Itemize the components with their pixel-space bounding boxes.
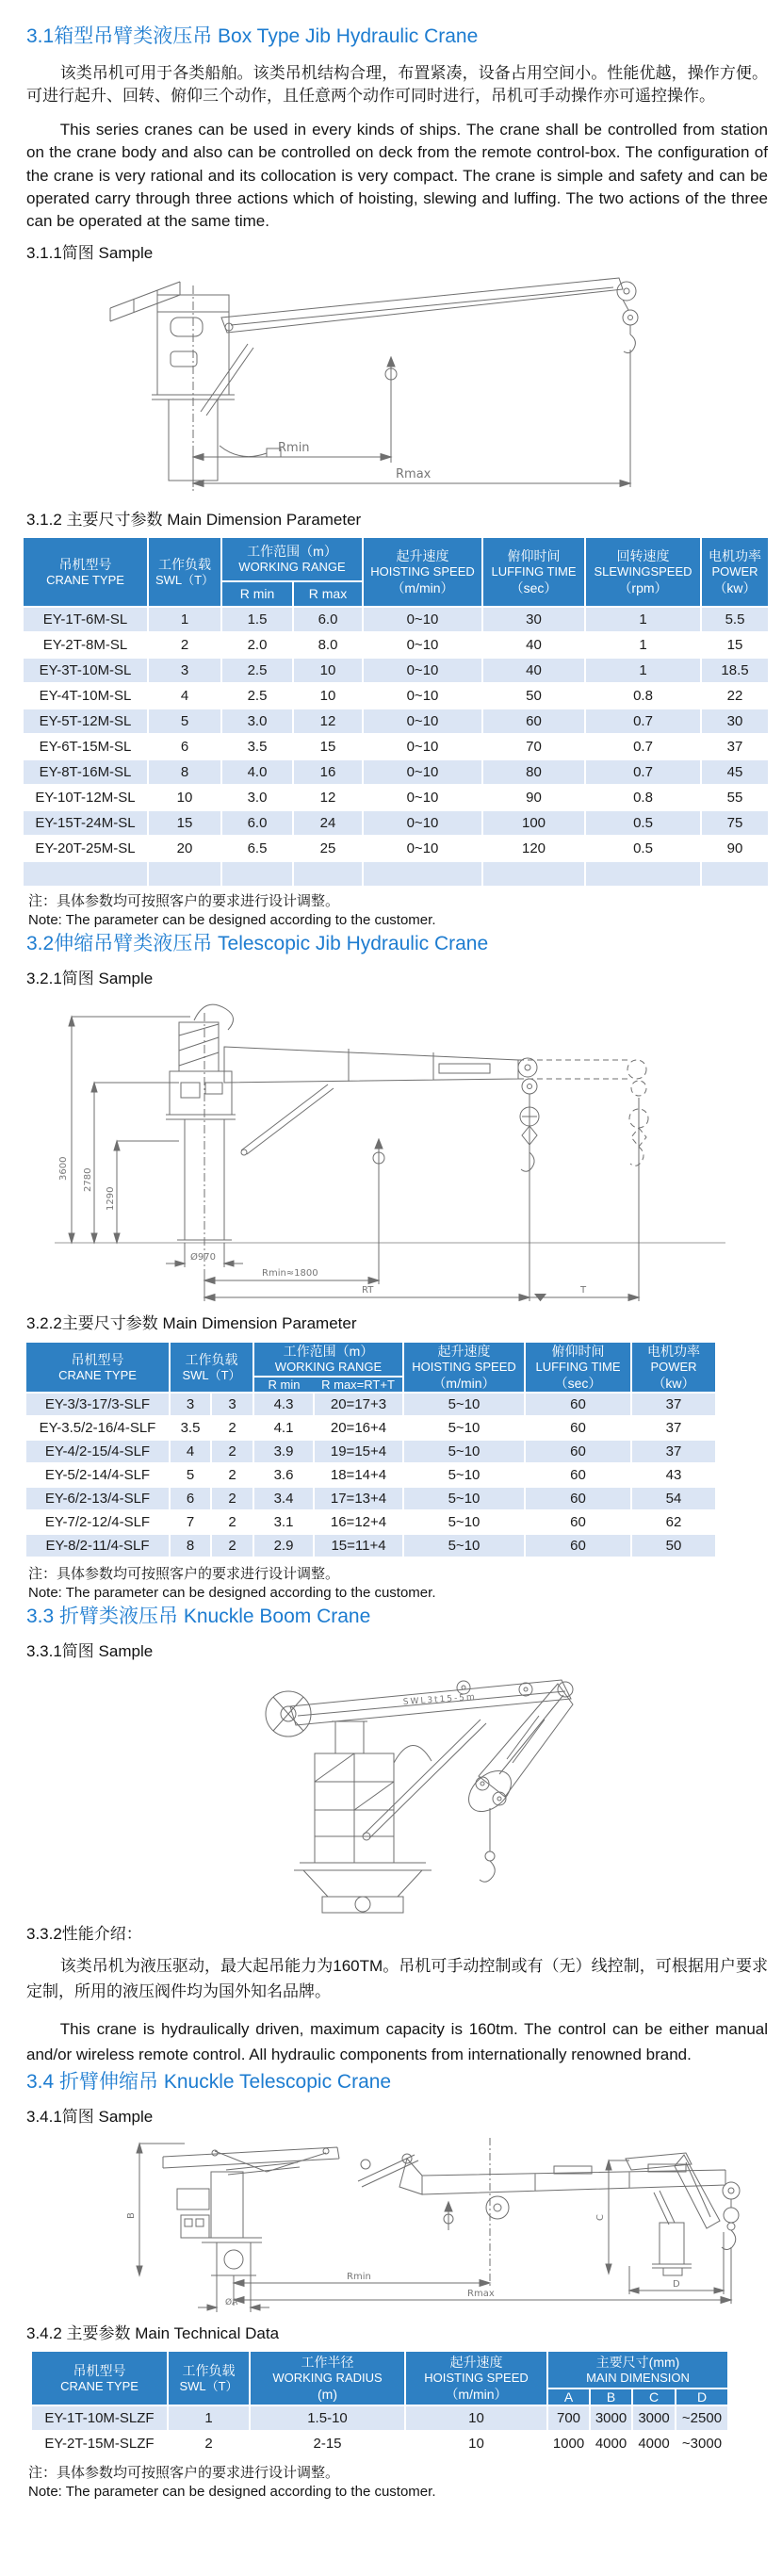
table-cell: 0~10 — [363, 683, 482, 709]
column-header-working-range: 工作范围（m） WORKING RANGE — [221, 537, 363, 581]
table-cell: 1 — [585, 607, 701, 632]
dim-label-rmin: Rmin — [278, 440, 310, 455]
table-cell — [363, 861, 482, 887]
table-cell: 3.0 — [221, 785, 293, 810]
table-cell: 60 — [525, 1487, 631, 1510]
table-cell: 2.9 — [253, 1534, 314, 1557]
section-title-3-1: 3.1箱型吊臂类液压吊 Box Type Jib Hydraulic Crane — [26, 25, 479, 47]
table-cell: 3.9 — [253, 1440, 314, 1463]
table-cell: 0.8 — [585, 785, 701, 810]
table-cell: EY-2T-15M-SLZF — [31, 2431, 168, 2456]
column-header-rmax: R max — [293, 581, 363, 607]
table-cell: 16=12+4 — [314, 1510, 403, 1534]
table-cell: 4 — [170, 1440, 211, 1463]
table-row — [25, 1416, 716, 1440]
table-cell: EY-15T-24M-SL — [23, 810, 148, 836]
table-cell: 2.0 — [221, 632, 293, 658]
table-cell: 5~10 — [403, 1416, 525, 1440]
table-cell: 15 — [293, 734, 363, 759]
note-zh: 注：具体参数均可按照客户的要求进行设计调整。 — [28, 2465, 340, 2481]
table-cell: 8 — [148, 759, 221, 785]
table-cell — [585, 861, 701, 887]
main-dimension-table-3-1 — [22, 536, 770, 888]
table-cell: 54 — [631, 1487, 716, 1510]
table-cell: 3 — [148, 658, 221, 683]
table-cell: 0~10 — [363, 759, 482, 785]
table-cell: EY-5T-12M-SL — [23, 709, 148, 734]
table-cell: 37 — [631, 1416, 716, 1440]
table-cell: 2 — [211, 1487, 253, 1510]
table-cell — [293, 861, 363, 887]
table-cell: 2 — [211, 1534, 253, 1557]
table-cell: 0~10 — [363, 658, 482, 683]
crane-diagram-knuckle-boom — [104, 1667, 612, 1914]
section-title-3-2: 3.2伸缩吊臂类液压吊 Telescopic Jib Hydraulic Crane — [26, 932, 489, 954]
table-row — [25, 1534, 716, 1557]
table-cell: 12 — [293, 785, 363, 810]
column-header-luffing-time: 俯仰时间 LUFFING TIME （sec） — [482, 537, 585, 607]
table-cell: 2 — [148, 632, 221, 658]
table-cell: 60 — [525, 1510, 631, 1534]
paragraph-zh-3-3: 该类吊机为液压驱动，最大起吊能力为160TM。吊机可手动控制或有（无）线控制，可根据用户要求定制，所用的液压阀件均为国外知名品牌。 — [26, 1956, 768, 2001]
table-cell: 0.5 — [585, 810, 701, 836]
table-cell: 37 — [631, 1393, 716, 1416]
table-cell: 10 — [405, 2431, 547, 2456]
table-cell: 62 — [631, 1510, 716, 1534]
table-cell: 20 — [148, 836, 221, 861]
table-cell: 10 — [293, 658, 363, 683]
column-header-working-range: 工作范围（m） WORKING RANGE — [253, 1342, 403, 1377]
column-header-hoisting-speed: 起升速度 HOISTING SPEED （m/min） — [363, 537, 482, 607]
table-cell: EY-2T-8M-SL — [23, 632, 148, 658]
column-header-power: 电机功率 POWER （kw） — [701, 537, 769, 607]
table-cell: 0.8 — [585, 683, 701, 709]
table-cell: EY-1T-6M-SL — [23, 607, 148, 632]
table-cell — [482, 861, 585, 887]
table-cell: 60 — [525, 1534, 631, 1557]
column-header-swl: 工作负载 SWL（T） — [148, 537, 221, 607]
table-cell — [148, 861, 221, 887]
table-cell: 700 — [547, 2405, 590, 2431]
table-cell: 4 — [148, 683, 221, 709]
dim-label-b: B — [126, 2212, 137, 2219]
table-row — [31, 2405, 728, 2431]
dim-label-rt: RT — [362, 1284, 374, 1296]
table-cell: 4.3 — [253, 1393, 314, 1416]
column-header-hoisting-speed: 起升速度 HOISTING SPEED （m/min） — [405, 2351, 547, 2405]
table-cell: 3 — [211, 1393, 253, 1416]
table-cell: 24 — [293, 810, 363, 836]
column-header-rmin: R min — [253, 1377, 314, 1393]
table-cell: 4000 — [632, 2431, 676, 2456]
table-row — [23, 607, 769, 632]
table-cell: 55 — [701, 785, 769, 810]
table-cell: 6 — [148, 734, 221, 759]
table-cell: 3.4 — [253, 1487, 314, 1510]
table-cell: 4000 — [590, 2431, 632, 2456]
dim-label-t: T — [580, 1284, 587, 1296]
table-cell: 3 — [170, 1393, 211, 1416]
table-cell: 5~10 — [403, 1440, 525, 1463]
dim-label-d: D — [673, 2279, 680, 2290]
table-cell: 5~10 — [403, 1510, 525, 1534]
table-cell: 2.5 — [221, 683, 293, 709]
table-cell: EY-5/2-14/4-SLF — [25, 1463, 170, 1487]
table-cell: 100 — [482, 810, 585, 836]
note-en: Note: The parameter can be designed according to the customer. — [28, 1584, 436, 1601]
dim-label-rmin-1800: Rmin≈1800 — [262, 1267, 318, 1279]
table-cell: 17=13+4 — [314, 1487, 403, 1510]
column-header-crane-type: 吊机型号 CRANE TYPE — [31, 2351, 168, 2405]
table-cell: 60 — [525, 1440, 631, 1463]
table-cell: 5.5 — [701, 607, 769, 632]
table-cell: EY-8T-16M-SL — [23, 759, 148, 785]
table-cell — [221, 861, 293, 887]
column-header-hoisting-speed: 起升速度 HOISTING SPEED （m/min） — [403, 1342, 525, 1393]
table-cell: 16 — [293, 759, 363, 785]
table-cell — [701, 861, 769, 887]
dim-label-rmin: Rmin — [347, 2272, 371, 2282]
table-cell: 80 — [482, 759, 585, 785]
table-cell: 0~10 — [363, 709, 482, 734]
table-row — [25, 1393, 716, 1416]
column-header-crane-type: 吊机型号 CRANE TYPE — [25, 1342, 170, 1393]
table-cell: EY-7/2-12/4-SLF — [25, 1510, 170, 1534]
table-cell: 10 — [293, 683, 363, 709]
main-technical-data-table-3-4 — [30, 2350, 729, 2457]
table-cell: 1 — [168, 2405, 250, 2431]
table-cell: 2 — [211, 1510, 253, 1534]
table-cell: 4.0 — [221, 759, 293, 785]
note-zh: 注：具体参数均可按照客户的要求进行设计调整。 — [28, 1565, 340, 1582]
boom-swl-label: SWL3t15-5m — [402, 1692, 478, 1707]
table-cell: 2 — [211, 1416, 253, 1440]
table-cell: 1.5 — [221, 607, 293, 632]
table-cell: EY-8/2-11/4-SLF — [25, 1534, 170, 1557]
table-cell: 25 — [293, 836, 363, 861]
table-cell: 70 — [482, 734, 585, 759]
table-row — [23, 810, 769, 836]
column-header-dim-d: D — [676, 2389, 728, 2405]
table-cell: 2 — [211, 1440, 253, 1463]
table-cell: 75 — [701, 810, 769, 836]
table-cell: 0.7 — [585, 709, 701, 734]
column-header-working-radius: 工作半径 WORKING RADIUS (m) — [250, 2351, 405, 2405]
table-cell: 37 — [631, 1440, 716, 1463]
table-cell: 8 — [170, 1534, 211, 1557]
table-cell: 10 — [148, 785, 221, 810]
table-cell: EY-6/2-13/4-SLF — [25, 1487, 170, 1510]
table-cell: 30 — [701, 709, 769, 734]
table-cell: 90 — [701, 836, 769, 861]
table-cell: 0.7 — [585, 734, 701, 759]
table-cell: 3000 — [632, 2405, 676, 2431]
table-row — [23, 861, 769, 887]
column-header-dim-c: C — [632, 2389, 676, 2405]
table-row — [23, 709, 769, 734]
table-cell: 37 — [701, 734, 769, 759]
table-cell: 60 — [482, 709, 585, 734]
table-cell: 50 — [631, 1534, 716, 1557]
table-cell: 0~10 — [363, 810, 482, 836]
note-en: Note: The parameter can be designed according to the customer. — [28, 911, 436, 928]
table-cell: 5~10 — [403, 1463, 525, 1487]
table-cell: 1 — [585, 632, 701, 658]
table-cell: ~2500 — [676, 2405, 728, 2431]
table-cell: 2 — [211, 1463, 253, 1487]
column-header-slewing-speed: 回转速度 SLEWINGSPEED （rpm） — [585, 537, 701, 607]
table-cell: 18.5 — [701, 658, 769, 683]
table-cell: 3.0 — [221, 709, 293, 734]
table-cell: 19=15+4 — [314, 1440, 403, 1463]
table-cell: 15=11+4 — [314, 1534, 403, 1557]
column-header-main-dimension: 主要尺寸(mm) MAIN DIMENSION — [547, 2351, 728, 2389]
table-cell: 5~10 — [403, 1487, 525, 1510]
table-row — [31, 2431, 728, 2456]
table-cell: 1000 — [547, 2431, 590, 2456]
section-title-3-4: 3.4 折臂伸缩吊 Knuckle Telescopic Crane — [26, 2071, 392, 2093]
column-header-swl: 工作负载 SWL（T） — [170, 1342, 253, 1393]
table-row — [23, 632, 769, 658]
table-cell: 60 — [525, 1393, 631, 1416]
table-cell: 1.5-10 — [250, 2405, 405, 2431]
table-cell: 18=14+4 — [314, 1463, 403, 1487]
heading-sample-3-2-1: 3.2.1简图 Sample — [26, 969, 154, 987]
table-cell: EY-10T-12M-SL — [23, 785, 148, 810]
table-cell: 40 — [482, 632, 585, 658]
table-row — [25, 1463, 716, 1487]
table-cell: 60 — [525, 1463, 631, 1487]
table-cell: 1 — [148, 607, 221, 632]
heading-sample-3-1-1: 3.1.1简图 Sample — [26, 243, 154, 262]
heading-performance-3-3-2: 3.3.2性能介绍： — [26, 1924, 142, 1943]
column-header-dim-a: A — [547, 2389, 590, 2405]
table-cell: 0~10 — [363, 785, 482, 810]
table-cell: 12 — [293, 709, 363, 734]
table-cell: 20=17+3 — [314, 1393, 403, 1416]
table-cell: 3.6 — [253, 1463, 314, 1487]
crane-diagram-knuckle-telescopic — [26, 2134, 757, 2313]
heading-data-3-4-2: 3.4.2 主要参数 Main Technical Data — [26, 2324, 280, 2342]
table-cell: 43 — [631, 1463, 716, 1487]
table-row — [25, 1487, 716, 1510]
crane-diagram-telescopic-jib — [28, 992, 730, 1303]
table-cell — [23, 861, 148, 887]
table-row — [23, 683, 769, 709]
table-cell: 15 — [701, 632, 769, 658]
table-row — [25, 1510, 716, 1534]
table-cell: 5 — [148, 709, 221, 734]
table-cell: EY-4T-10M-SL — [23, 683, 148, 709]
table-cell: EY-3T-10M-SL — [23, 658, 148, 683]
table-cell: 15 — [148, 810, 221, 836]
table-cell: 6.5 — [221, 836, 293, 861]
table-cell: 45 — [701, 759, 769, 785]
table-cell: 30 — [482, 607, 585, 632]
main-dimension-table-3-2 — [24, 1341, 717, 1558]
column-header-swl: 工作负载 SWL（T） — [168, 2351, 250, 2405]
table-cell: 10 — [405, 2405, 547, 2431]
table-cell: 90 — [482, 785, 585, 810]
table-cell: 0.7 — [585, 759, 701, 785]
note-en: Note: The parameter can be designed according to the customer. — [28, 2484, 436, 2500]
table-cell: ~3000 — [676, 2431, 728, 2456]
table-cell: 3.5 — [221, 734, 293, 759]
table-cell: 0.5 — [585, 836, 701, 861]
table-cell: 5~10 — [403, 1393, 525, 1416]
table-cell: 0~10 — [363, 607, 482, 632]
table-cell: 8.0 — [293, 632, 363, 658]
table-cell: 0~10 — [363, 836, 482, 861]
table-cell: 2.5 — [221, 658, 293, 683]
table-row — [23, 785, 769, 810]
table-cell: 50 — [482, 683, 585, 709]
heading-dimension-3-2-2: 3.2.2主要尺寸参数 Main Dimension Parameter — [26, 1313, 357, 1332]
crane-diagram-box-jib — [90, 269, 674, 499]
table-cell: 4.1 — [253, 1416, 314, 1440]
table-cell: 0~10 — [363, 734, 482, 759]
table-cell: 0~10 — [363, 632, 482, 658]
dim-label-dia-a: ØA — [225, 2298, 238, 2307]
table-cell: 60 — [525, 1416, 631, 1440]
table-cell: 3000 — [590, 2405, 632, 2431]
column-header-dim-b: B — [590, 2389, 632, 2405]
table-cell: 22 — [701, 683, 769, 709]
table-cell: 40 — [482, 658, 585, 683]
dim-label-1290: 1290 — [106, 1186, 116, 1211]
dim-label-rmax: Rmax — [467, 2289, 495, 2299]
paragraph-en-3-1: This series cranes can be used in every kinds of ships. The crane shall be controlled from station on the crane body and also can be controlled on deck from the remote control-box. The configuration of the crane is very rational and its collocation is very compact. The crane is simple and safety and can be operated carry through three actions which of hoisting, slewing and luffing. The two actions of the three can be operated at the same time. — [26, 121, 768, 230]
table-cell: 1 — [585, 658, 701, 683]
section-title-3-3: 3.3 折臂类液压吊 Knuckle Boom Crane — [26, 1605, 371, 1627]
table-cell: EY-3/3-17/3-SLF — [25, 1393, 170, 1416]
table-row — [23, 759, 769, 785]
table-cell: 5~10 — [403, 1534, 525, 1557]
column-header-rmax: R max=RT+T — [314, 1377, 403, 1393]
table-row — [23, 734, 769, 759]
heading-dimension-3-1-2: 3.1.2 主要尺寸参数 Main Dimension Parameter — [26, 510, 362, 529]
table-cell: 2-15 — [250, 2431, 405, 2456]
table-cell: EY-20T-25M-SL — [23, 836, 148, 861]
table-cell: EY-4/2-15/4-SLF — [25, 1440, 170, 1463]
heading-sample-3-4-1: 3.4.1简图 Sample — [26, 2108, 154, 2126]
table-cell: 5 — [170, 1463, 211, 1487]
column-header-power: 电机功率 POWER （kw） — [631, 1342, 716, 1393]
table-row — [23, 836, 769, 861]
table-row — [23, 658, 769, 683]
dim-label-rmax: Rmax — [396, 466, 432, 481]
heading-sample-3-3-1: 3.3.1简图 Sample — [26, 1641, 154, 1660]
column-header-luffing-time: 俯仰时间 LUFFING TIME （sec） — [525, 1342, 631, 1393]
table-cell: 6.0 — [221, 810, 293, 836]
dim-label-dia-970: Ø970 — [190, 1251, 216, 1263]
paragraph-en-3-3: This crane is hydraulically driven, maximum capacity is 160tm. The control can be either manual and/or wireless remote control. All hydraulic components from internationally renowned brand. — [26, 2019, 768, 2064]
table-cell: 6 — [170, 1487, 211, 1510]
table-cell: EY-6T-15M-SL — [23, 734, 148, 759]
table-cell: 7 — [170, 1510, 211, 1534]
table-cell: EY-3.5/2-16/4-SLF — [25, 1416, 170, 1440]
paragraph-zh-3-1: 该类吊机可用于各类船舶。该类吊机结构合理，布置紧凑，设备占用空间小。性能优越，操作方便。可进行起升、回转、俯仰三个动作，且任意两个动作可同时进行，吊机可手动操作亦可遥控操作。 — [26, 64, 768, 106]
table-cell: 6.0 — [293, 607, 363, 632]
dim-label-3600: 3600 — [58, 1156, 69, 1181]
table-cell: 20=16+4 — [314, 1416, 403, 1440]
table-cell: 2 — [168, 2431, 250, 2456]
table-cell: 3.1 — [253, 1510, 314, 1534]
table-cell: 3.5 — [170, 1416, 211, 1440]
note-zh: 注：具体参数均可按照客户的要求进行设计调整。 — [28, 892, 340, 909]
column-header-crane-type: 吊机型号 CRANE TYPE — [23, 537, 148, 607]
table-cell: 120 — [482, 836, 585, 861]
column-header-rmin: R min — [221, 581, 293, 607]
dim-label-c: C — [595, 2214, 606, 2221]
table-row — [25, 1440, 716, 1463]
table-cell: EY-1T-10M-SLZF — [31, 2405, 168, 2431]
dim-label-2780: 2780 — [83, 1167, 93, 1192]
